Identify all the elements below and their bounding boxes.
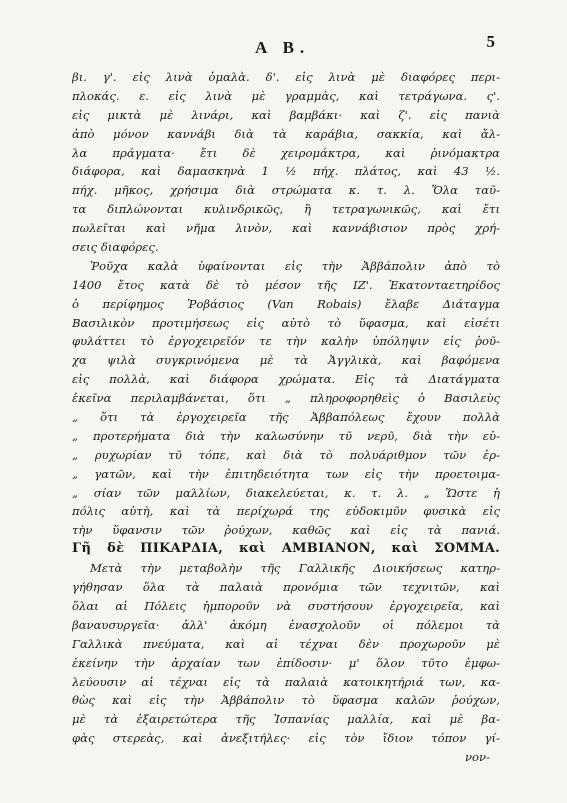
text-line: πήχ. μῆκος, χρήσιμα διὰ στρώματα κ. τ. λ. Ὅλα ταῦ- (72, 183, 500, 198)
text-line: φυλάττει τὸ ἐργοχειρεῖόν τε τὴν καλὴν ὑπόληψιν εἰς ῥοῦ- (72, 334, 500, 349)
text-line: διάφορα, καὶ δαμασκηνὰ 1 ½ πήχ. πλάτος, καὶ 43 ½. (72, 164, 500, 179)
paragraph-start-line: Μετὰ τὴν μεταβολὴν τῆς Γαλλικῆς Διοικήσεως κατηρ- (90, 561, 500, 576)
quoted-line: „ ὅτι τὰ ἐργοχειρεῖα τῆς Ἀββαπόλεως ἔχουν πολλὰ (72, 410, 500, 425)
text-line: εἰς μικτὰ μὲ λινάρι, καὶ βαμβάκι· καὶ ζ'. εἰς πανιὰ (72, 107, 500, 122)
text-line: ὅλαι αἱ Πόλεις ἠμποροῦν νὰ συστήσουν ἐργοχειρεῖα, καὶ (72, 598, 500, 613)
text-line: 1400 ἔτος κατὰ δὲ τὸ μέσον τῆς ΙΖ'. Ἑκατονταετηρίδος (72, 277, 500, 292)
quoted-line: „ ρυχωρίαν τῦ τόπε, καὶ διὰ τὸ πολυάριθμον τῶν ἐρ- (72, 447, 500, 462)
paragraph-start-line: Ῥοῦχα καλὰ ὑφαίνονται εἰς τὴν Ἀββάπολιν ἀπὸ τὸ (90, 258, 500, 273)
text-line: Γαλλικὰ πνεύματα, καὶ αἱ τέχναι δὲν προχωροῦν μὲ (72, 636, 500, 651)
text-line: πλοκάς. ε. εἰς λινὰ μὲ γραμμὰς, καὶ τετράγωνα. ς'. (72, 88, 500, 103)
quoted-line: „ προτερήματα διὰ τὴν καλωσύνην τῦ νερῦ, διὰ τὴν εὐ- (72, 428, 500, 443)
text-line: βαναυσυργεῖα· ἀλλ' ἀκόμη ἐνασχολοῦν οἱ πόλεμοι τὰ (72, 617, 500, 632)
text-line: πωλεῖται καὶ νῆμα λινὸν, καὶ καννάβισιον πρὸς χρή- (72, 221, 500, 236)
text-line: φὰς στερεὰς, καὶ ἀνεξιτήλες· εἰς τὸν ἴδιον τόπον γί- (72, 731, 500, 746)
text-line: χα ψιλὰ συγκρινόμενα μὲ τὰ Ἀγγλικὰ, καὶ βαφόμενα (72, 353, 500, 368)
page-number: 5 (486, 32, 495, 51)
text-line: ἐκεῖνα περιλαμβάνεται, ὅτι „ πληροφορηθεὶς ὁ Βασιλεὺς (72, 391, 500, 406)
text-line: βι. γ'. εἰς λινὰ ὁμαλὰ. δ'. εἰς λινὰ μὲ διαφόρες περι- (72, 70, 500, 84)
text-line: πόλις αὐτὴ, καὶ τὰ περίχωρά της εὐδοκιμῦν φυσικὰ εἰς (72, 504, 500, 519)
text-line: θὼς καὶ εἰς τὴν Ἀββάπολιν τὸ ὕφασμα καλῶν ῥούχων, (72, 693, 500, 708)
section-heading: Γῆ δὲ ΠΙΚΑΡΔΙΑ, καὶ ΑΜΒΙΑΝΟΝ, καὶ ΣΟΜΜΑ. (72, 541, 500, 557)
catchword: νον- (465, 750, 490, 765)
text-line: ἐκείνην τὴν ἀρχαίαν των ἐπίδοσιν· μ' ὅλον τῦτο ἐμφω- (72, 655, 500, 670)
text-line: σεις διαφόρες. (72, 240, 159, 255)
text-line: λεύουσιν αἱ τέχναι εἰς τὰ παλαιὰ κατοικητήριά των, κα- (72, 674, 500, 689)
text-body (72, 68, 500, 767)
text-line: λα πράγματα· ἔτι δὲ χειρομάκτρα, καὶ ῥινόμακτρα (72, 145, 500, 160)
text-line: τὴν ὕφανσιν τῶν ῥούχων, καθῶς καὶ εἰς τὰ πανιά. (72, 523, 500, 538)
quoted-line: „ σίαν τῶν μαλλίων, διακελεύεται, κ. τ. λ. „ Ὥστε ἡ (72, 485, 500, 500)
running-header (0, 32, 567, 60)
text-line: ὁ περίφημος Ῥοβάσιος (Van Robais) ἔλαβε Διάταγμα (72, 296, 500, 311)
text-line: εἰς πολλὰ, καὶ διάφορα χρώματα. Εἰς τὰ Διατάγματα (72, 372, 500, 387)
quoted-line: „ γατῶν, καὶ τὴν ἐπιτηδειότητα των εἰς τὴν προετοιμα- (72, 466, 500, 481)
text-line: γήθησαν ὅλα τὰ παλαιὰ προνόμια τῶν τεχνιτῶν, καὶ (72, 580, 500, 595)
header-title: Α Β. (255, 38, 311, 57)
text-line: Βασιλικὸν προτιμήσεως εἰς αὐτὸ τὸ ὕφασμα, καὶ εἰσέτι (72, 315, 500, 330)
text-line: τα διπλώνονται κυλινδρικῶς, ἢ τετραγωνικῶς, καὶ ἔτι (72, 202, 500, 217)
text-line: μὲ τὰ ἐξαιρετώτερα τῆς Ἰσπανίας μαλλία, καὶ μὲ βα- (72, 712, 500, 727)
text-line: ἀπὸ μόνον καννάβι διὰ τὰ καράβια, σακκία, καὶ ἄλ- (72, 126, 500, 141)
